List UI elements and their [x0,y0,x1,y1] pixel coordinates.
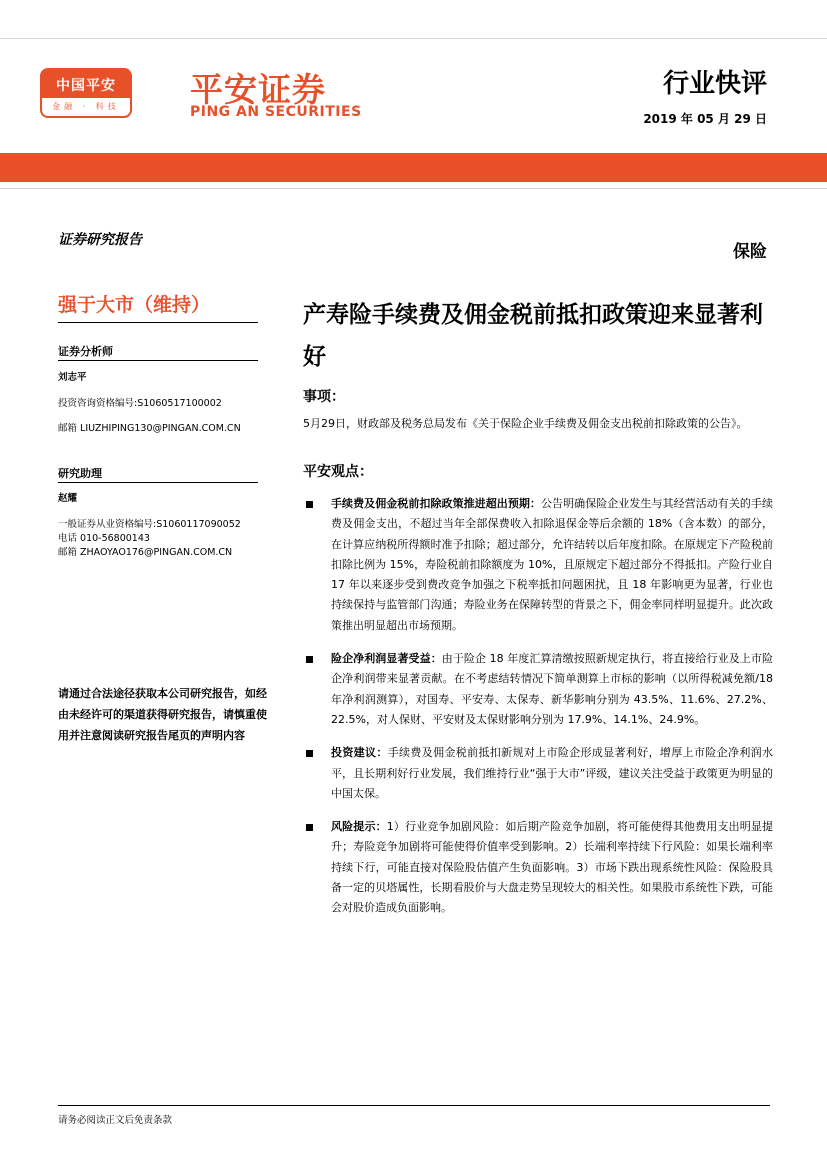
report-title: 产寿险手续费及佣金税前抵扣政策迎来显著利好 [303,302,763,370]
logo-company-name: 中国平安 [56,78,116,94]
brand-name-en: PING AN SECURITIES [190,104,362,120]
top-divider [0,38,827,39]
assistant-phone: 电话 010-56800143 [58,533,150,544]
logo-tagline: 金融 · 科技 [52,102,120,111]
assistant-cert: 一般证券从业资格编号:S1060117090052 [58,519,241,530]
brand-name-cn: 平安证券 [190,70,326,109]
assistant-heading: 研究助理 [58,467,102,480]
viewpoint-text: 由于险企 18 年度汇算清缴按照新规定执行，将直接给行业及上市险企净利润带来显著贡献。在不考虑结转情况下简单测算上市标的影响（以所得税减免额/18年净利润测算），对国寿、平安寿、太保寿、新华影响分别为 43.5%、11.6%、27.2%、22.5%，对人保财、平安财及太保财影响分别为 17.9%、14.1%、24.9%。 [331,652,774,726]
analyst-name: 刘志平 [58,372,87,383]
viewpoint-lead: 投资建议： [331,746,388,760]
viewpoints-list [303,494,773,932]
bullet-square-icon [306,824,313,831]
assistant-email: 邮箱 ZHAOYAO176@PINGAN.COM.CN [58,547,233,558]
viewpoint-text: 手续费及佣金税前抵扣新规对上市险企形成显著利好，增厚上市险企净利润水平，且长期利好行业发展，我们维持行业“强于大市”评级，建议关注受益于政策更为明显的中国太保。 [331,746,774,800]
header-divider [0,188,827,189]
event-heading: 事项： [303,389,345,405]
analyst-email: 邮箱 LIUZHIPING130@PINGAN.COM.CN [58,423,241,434]
footer-divider [58,1105,770,1106]
footer-note: 请务必阅读正文后免责条款 [58,1115,173,1126]
report-date: 2019 年 05 月 29 日 [643,112,767,126]
viewpoint-text: 1）行业竞争加剧风险：如后期产险竞争加剧，将可能使得其他费用支出明显提升；寿险竞争加剧将可能使得价值率受到影响。2）长端利率持续下行风险：如果长端利率持续下行，可能直接对保险股估值产生负面影响。3）市场下跌出现系统性风险：保险股具备一定的贝塔属性，长期看股价与大盘走势呈现较大的相关性。如果股市系统性下跌，可能会对股价造成负面影响。 [331,820,774,915]
industry-rating: 强于大市（维持） [58,294,211,316]
bullet-square-icon [306,656,313,663]
assistant-divider [58,482,258,483]
industry-label: 保险 [733,242,767,262]
analyst-divider [58,360,258,361]
report-category: 证券研究报告 [58,232,142,248]
viewpoint-item [303,743,773,804]
viewpoint-item [303,649,773,730]
view-heading: 平安观点： [303,464,373,480]
access-disclaimer: 请通过合法途径获取本公司研究报告，如经由未经许可的渠道获得研究报告，请慎重使用并注意阅读研究报告尾页的声明内容 [58,687,267,742]
assistant-name: 赵耀 [58,493,78,504]
pingan-group-logo [40,68,132,118]
rating-divider [58,322,258,323]
viewpoint-lead: 手续费及佣金税前扣除政策推进超出预期： [331,497,541,510]
viewpoint-item [303,817,773,918]
bullet-square-icon [306,750,313,757]
bullet-square-icon [306,501,313,508]
viewpoint-lead: 风险提示： [331,820,387,834]
header-band [0,153,827,182]
event-text: 5月29日，财政部及税务总局发布《关于保险企业手续费及佣金支出税前扣除政策的公告》。 [303,417,748,430]
analyst-cert: 投资咨询资格编号:S1060517100002 [58,398,222,409]
report-type: 行业快评 [662,69,767,99]
viewpoint-item [303,494,773,636]
analyst-heading: 证券分析师 [58,345,113,358]
viewpoint-text: 公告明确保险企业发生与其经营活动有关的手续费及佣金支出，不超过当年全部保费收入扣除退保金等后余额的 18%（含本数）的部分，在计算应纳税所得额时准予扣除；超过部分，允许结转以后年度扣除。在原规定下产险税前扣除比例为 15%，寿险税前扣除额度为 10%，且原规定下超过部分不得抵扣。产险行业自 17 年以来逐步受到费改竞争加强之下税率抵扣问题困扰，且 18 年影响更为显著，行业也持续保持与监管部门沟通；寿险业务在保障转型的背景之下，佣金率同样明显提升。此次政策推出明显超出市场预期。 [331,497,774,632]
viewpoint-lead: 险企净利润显著受益： [331,652,442,666]
